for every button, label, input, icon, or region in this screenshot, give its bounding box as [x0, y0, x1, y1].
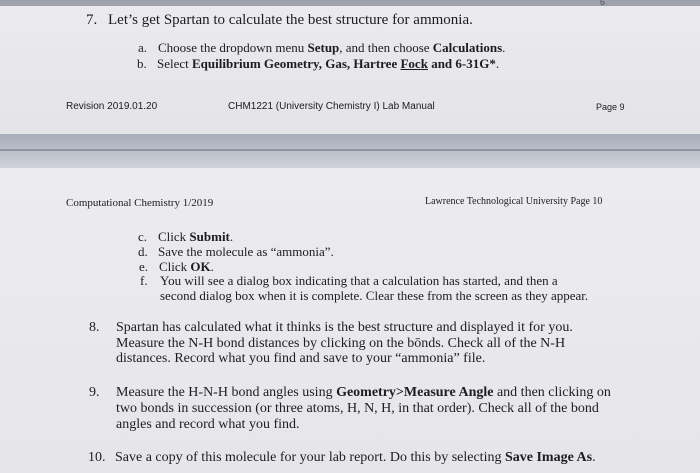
question-9-number: 9.: [89, 385, 100, 400]
question-10-number: 10.: [88, 450, 106, 465]
question-8-line-3-wrap: [116, 351, 485, 367]
step-letter: f.: [140, 273, 148, 288]
running-header-right: Lawrence Technological University Page 10: [425, 196, 603, 207]
running-header-left: Computational Chemistry 1/2019: [66, 197, 214, 209]
step-7b-pre: Select: [157, 56, 193, 71]
manual-title: CHM1221 (University Chemistry I) Lab Manual: [228, 101, 435, 112]
step-7b-post: .: [495, 56, 500, 71]
question-9-line-2: two bonds in succession (or three atoms, H, N, H, in that order). Check all of the bond: [116, 401, 599, 416]
step-e-pre: Click: [159, 259, 191, 274]
question-8-line-3: distances. Record what you find and save to your “ammonia” file.: [116, 351, 486, 366]
step-7a-setup: Setup: [307, 40, 340, 55]
top-page-label: 6: [599, 0, 605, 7]
step-letter: e.: [139, 259, 149, 274]
question-10-pre: Save a copy of this molecule for your lab report. Do this by selecting: [115, 450, 505, 465]
step-letter: c.: [138, 229, 148, 244]
step-d-text: Save the molecule as “ammonia”.: [158, 244, 334, 259]
question-8-number: 8.: [89, 320, 100, 335]
question-9-line-3-wrap: [116, 417, 300, 433]
step-7a-text: [158, 40, 505, 56]
page-break-line: [0, 149, 700, 151]
step-c-pre: Click: [158, 229, 190, 244]
question-9-line-1: [116, 385, 611, 401]
step-7a-post: .: [502, 40, 506, 55]
step-c-submit: Submit: [189, 229, 230, 244]
step-f-line-2: second dialog box when it is complete. Clear these from the screen as they appear.: [160, 288, 589, 303]
step-7b-basis: and 6-31G*: [427, 56, 496, 71]
question-9-line-3: angles and record what you find.: [116, 417, 300, 432]
question-10-save-image-as: Save Image As: [504, 450, 593, 465]
step-7a-mid: , and then choose: [339, 40, 433, 55]
page-number-9: Page 9: [596, 102, 625, 112]
revision-label: Revision 2019.01.20: [66, 101, 158, 112]
question-8-line-2: Measure the N-H bond distances by clicking on the bōnds. Check all of the N-H: [116, 336, 566, 351]
step-f-continued: [160, 288, 588, 304]
question-7-text: Let’s get Spartan to calculate the best structure for ammonia.: [108, 12, 473, 28]
step-c-text: [158, 229, 233, 245]
step-7a-pre: Choose the dropdown menu: [158, 40, 308, 55]
step-7b-text: [157, 56, 499, 72]
step-7b-fock: Fock: [400, 56, 428, 71]
question-8-line-1: Spartan has calculated what it thinks is the best structure and displayed it for you.: [116, 320, 573, 335]
step-7a-calculations: Calculations: [432, 40, 503, 55]
question-9-post: and then clicking on: [493, 385, 611, 400]
step-letter: d.: [138, 244, 148, 259]
page-break-gap: [0, 134, 700, 168]
step-f-line-1: You will see a dialog box indicating that a calculation has started, and then a: [160, 273, 558, 288]
step-letter: a.: [138, 40, 148, 55]
question-9-line-2-wrap: [116, 401, 599, 417]
step-7b-bold: Equilibrium Geometry, Gas, Hartree: [192, 56, 401, 71]
question-9-pre: Measure the H-N-H bond angles using: [116, 385, 337, 400]
question-8-line-2-wrap: [116, 336, 565, 352]
page-top-edge: [0, 0, 700, 6]
step-e-post: .: [210, 259, 214, 274]
previous-page-area: [0, 0, 700, 134]
question-9-menu-path: Geometry>Measure Angle: [336, 385, 494, 400]
step-c-post: .: [229, 229, 234, 244]
step-letter: b.: [137, 56, 147, 71]
question-10-text: [115, 450, 596, 466]
step-e-ok: OK: [190, 259, 211, 274]
question-7-number: 7.: [86, 12, 98, 28]
question-10-post: .: [592, 450, 596, 465]
